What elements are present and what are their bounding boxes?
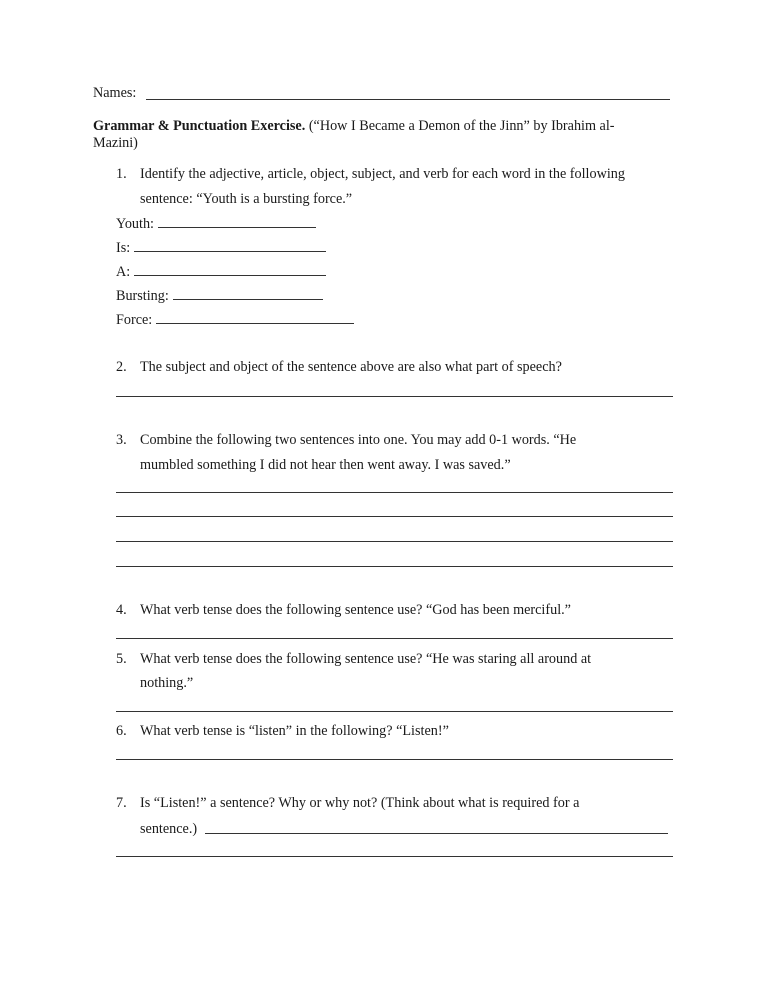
question-text: What verb tense does the following sentence use? “He was staring all around at [140,651,592,667]
title-source: (“How I Became a Demon of the Jinn” by Ibrahim al- [305,118,615,134]
question-text: The subject and object of the sentence above are also what part of speech? [140,359,562,375]
answer-force [116,311,354,329]
answer-line[interactable] [116,856,673,857]
question-1 [116,165,625,183]
answer-youth [116,215,316,233]
answer-bursting [116,287,323,305]
answer-label: Bursting: [116,288,169,304]
question-number: 7. [116,795,127,811]
answer-line[interactable] [116,396,673,397]
answer-line[interactable] [173,287,323,300]
names-label: Names: [93,85,137,101]
question-number: 6. [116,723,127,739]
answer-line[interactable] [158,215,316,228]
answer-a [116,263,326,281]
question-text: Combine the following two sentences into one. You may add 0-1 words. “He [140,432,577,448]
question-3-line-2: mumbled something I did not hear then went away. I was saved.” [140,457,511,473]
answer-label: A: [116,264,131,280]
answer-label: Force: [116,312,153,328]
names-row [93,84,136,102]
question-7-line-2 [140,820,197,838]
question-6 [116,722,449,740]
answer-line[interactable] [116,566,673,567]
question-text: Identify the adjective, article, object, subject, and verb for each word in the following [140,166,625,182]
question-3 [116,431,576,449]
answer-line[interactable] [156,311,354,324]
answer-line[interactable] [205,833,668,834]
question-2 [116,358,562,376]
worksheet-title [93,117,615,135]
question-number: 3. [116,432,127,448]
question-text: Is “Listen!” a sentence? Why or why not? (Think about what is required for a [140,795,580,811]
answer-is [116,239,326,257]
question-7 [116,794,579,812]
answer-line[interactable] [116,759,673,760]
question-number: 4. [116,602,127,618]
answer-line[interactable] [134,239,326,252]
answer-label: Is: [116,240,131,256]
title-bold: Grammar & Punctuation Exercise. [93,118,306,134]
answer-line[interactable] [116,492,673,493]
answer-line[interactable] [116,516,673,517]
question-text: What verb tense does the following sentence use? “God has been merciful.” [140,602,571,618]
question-5-line-2: nothing.” [140,675,194,691]
question-text: What verb tense is “listen” in the following? “Listen!” [140,723,449,739]
question-number: 1. [116,166,127,182]
answer-line[interactable] [116,711,673,712]
question-text: sentence.) [140,821,198,837]
title-line-2: Mazini) [93,135,138,151]
answer-line[interactable] [134,263,326,276]
answer-line[interactable] [116,541,673,542]
names-answer-line[interactable] [146,99,670,100]
question-5 [116,650,591,668]
question-number: 5. [116,651,127,667]
question-number: 2. [116,359,127,375]
answer-label: Youth: [116,216,154,232]
answer-line[interactable] [116,638,673,639]
question-4 [116,601,571,619]
question-1-line-2: sentence: “Youth is a bursting force.” [140,191,353,207]
